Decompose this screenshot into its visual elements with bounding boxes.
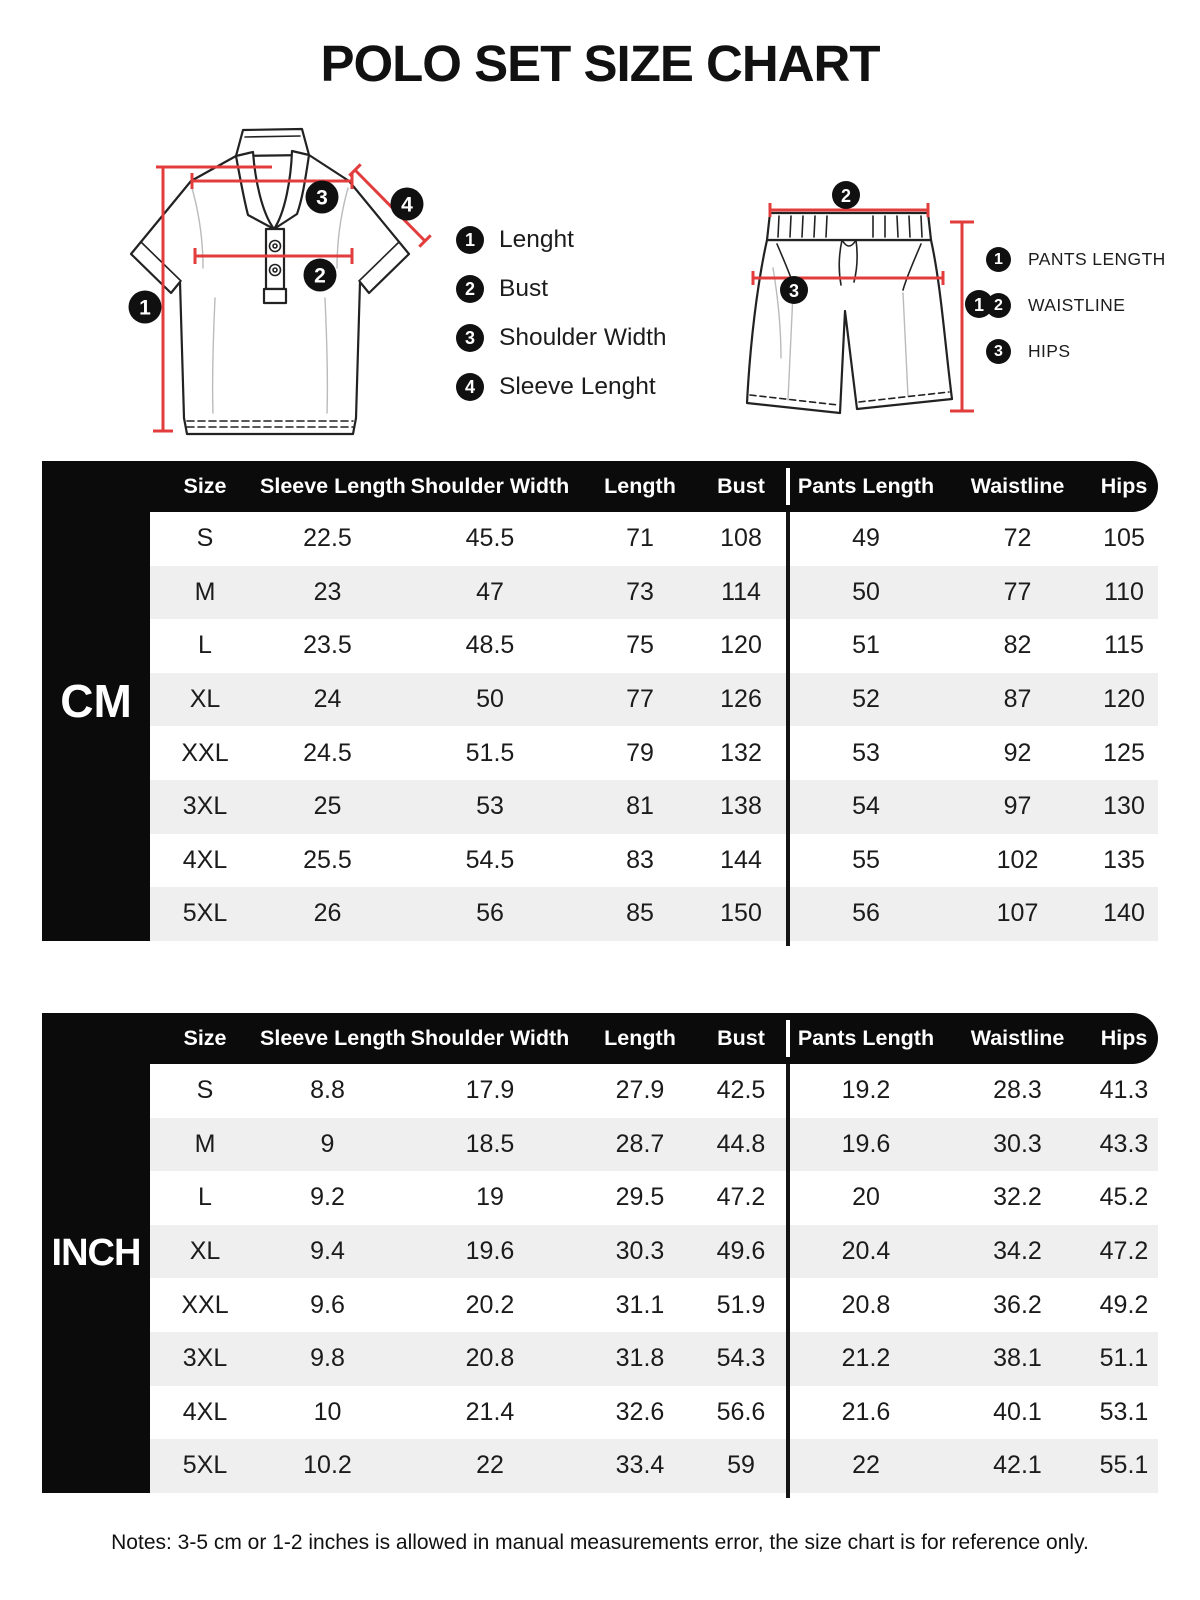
value-cell: 110 [1104, 577, 1144, 606]
value-cell: 102 [996, 845, 1039, 874]
value-cell: 31.1 [615, 1290, 665, 1319]
value-cell: 22 [476, 1451, 504, 1480]
value-cell: 120 [720, 631, 762, 660]
shorts-badge-1: 1 [973, 295, 985, 315]
value-cell: 33.4 [615, 1451, 665, 1480]
value-cell: 9.6 [310, 1290, 345, 1319]
value-cell: 125 [1103, 738, 1145, 767]
column-header-sleeve-length: Sleeve Length [260, 1026, 406, 1050]
size-row-m [150, 1118, 1158, 1172]
table-body [150, 1064, 1158, 1493]
column-header-pants-length: Pants Length [797, 474, 935, 498]
size-row-xxl [150, 726, 1158, 780]
value-cell: 53 [476, 792, 504, 821]
shorts-legend-item-2 [986, 293, 1166, 318]
value-cell: 55 [852, 845, 880, 874]
column-header-waistline: Waistline [970, 474, 1065, 498]
polo-placket [266, 229, 284, 289]
value-cell: 19.6 [465, 1237, 515, 1266]
value-cell: 53 [852, 738, 880, 767]
shorts-legend-item-1 [986, 247, 1166, 272]
size-table-cm [42, 461, 1158, 941]
value-cell: 24 [313, 685, 342, 714]
table-body [150, 512, 1158, 941]
column-header-length: Length [604, 474, 676, 498]
column-header-hips: Hips [1100, 474, 1148, 498]
column-header-pants-length: Pants Length [797, 1026, 935, 1050]
unit-label-cm: CM [60, 675, 132, 727]
value-cell: 30.3 [615, 1237, 665, 1266]
value-cell: 20.8 [465, 1344, 515, 1373]
number-badge-icon: 1 [456, 226, 484, 254]
value-cell: 50 [476, 685, 504, 714]
value-cell: 54.3 [716, 1344, 766, 1373]
value-cell: 132 [720, 738, 762, 767]
size-row-xxl [150, 1278, 1158, 1332]
size-cell: 5XL [182, 1451, 228, 1480]
value-cell: 126 [720, 685, 762, 714]
value-cell: 52 [852, 685, 880, 714]
value-cell: 32.2 [993, 1183, 1042, 1212]
value-cell: 20.8 [841, 1290, 891, 1319]
value-cell: 19 [476, 1183, 504, 1212]
shorts-legend-label: WAISTLINE [1028, 295, 1126, 315]
value-cell: 50 [852, 577, 880, 606]
size-cell: L [198, 631, 212, 660]
number-badge-icon: 3 [456, 324, 484, 352]
size-row-s [150, 512, 1158, 566]
column-header-sleeve-length: Sleeve Length [260, 474, 406, 498]
polo-legend-item-4 [456, 373, 667, 401]
value-cell: 135 [1103, 845, 1145, 874]
polo-badge-1: 1 [139, 296, 151, 320]
shorts-legend-label: PANTS LENGTH [1028, 249, 1166, 269]
value-cell: 47 [476, 577, 504, 606]
column-header-size: Size [183, 1026, 227, 1050]
polo-legend-item-3 [456, 324, 667, 352]
value-cell: 51.9 [716, 1290, 766, 1319]
value-cell: 87 [1003, 685, 1032, 714]
size-cell: L [198, 1183, 212, 1212]
value-cell: 10 [313, 1397, 342, 1426]
shorts-legend-label: HIPS [1028, 341, 1071, 361]
value-cell: 21.2 [841, 1344, 891, 1373]
shorts-outline-icon [747, 213, 952, 413]
value-cell: 130 [1103, 792, 1145, 821]
polo-outline-icon [131, 129, 409, 434]
value-cell: 77 [626, 685, 654, 714]
size-cell: XL [189, 685, 221, 714]
column-header-shoulder-width: Shoulder Width [410, 1026, 570, 1050]
value-cell: 24.5 [303, 738, 352, 767]
size-cell: S [196, 1076, 214, 1105]
size-cell: 3XL [182, 792, 228, 821]
column-header-waistline: Waistline [970, 1026, 1065, 1050]
value-cell: 54 [852, 792, 880, 821]
shorts-diagram [733, 178, 998, 428]
polo-shirt-diagram [95, 118, 445, 458]
measure-line-pants-length [950, 222, 974, 411]
table-header-row [42, 461, 1158, 512]
column-header-hips: Hips [1100, 1026, 1148, 1050]
value-cell: 75 [626, 631, 654, 660]
value-cell: 22 [852, 1451, 880, 1480]
polo-badge-4: 4 [401, 193, 413, 217]
value-cell: 9.4 [310, 1237, 345, 1266]
notes-text: Notes: 3-5 cm or 1-2 inches is allowed in manual measurements error, the size chart is for reference only. [111, 1531, 1089, 1554]
value-cell: 25 [313, 792, 342, 821]
value-cell: 42.1 [993, 1451, 1042, 1480]
page-title: POLO SET SIZE CHART [320, 35, 880, 92]
value-cell: 105 [1103, 524, 1145, 553]
value-cell: 28.7 [615, 1129, 665, 1158]
value-cell: 34.2 [993, 1237, 1042, 1266]
value-cell: 9 [320, 1129, 335, 1158]
value-cell: 48.5 [465, 631, 515, 660]
table-header-row [42, 1013, 1158, 1064]
polo-badge-3: 3 [316, 186, 328, 210]
size-cell: XXL [181, 1290, 229, 1319]
size-cell: 5XL [182, 899, 228, 928]
polo-legend-item-2 [456, 275, 667, 303]
value-cell: 22.5 [303, 524, 352, 553]
value-cell: 17.9 [465, 1076, 515, 1105]
value-cell: 49 [852, 524, 880, 553]
value-cell: 45.5 [465, 524, 515, 553]
value-cell: 51.5 [465, 738, 515, 767]
value-cell: 28.3 [993, 1076, 1042, 1105]
value-cell: 82 [1003, 631, 1032, 660]
value-cell: 29.5 [615, 1183, 665, 1212]
size-cell: XL [189, 1237, 221, 1266]
size-row-3xl [150, 780, 1158, 834]
value-cell: 54.5 [465, 845, 515, 874]
value-cell: 25.5 [303, 845, 352, 874]
value-cell: 19.2 [841, 1076, 891, 1105]
number-badge-icon: 2 [986, 293, 1011, 318]
value-cell: 23.5 [303, 631, 352, 660]
size-cell: 4XL [182, 845, 228, 874]
shorts-legend-item-3 [986, 339, 1166, 364]
value-cell: 53.1 [1099, 1397, 1149, 1426]
value-cell: 10.2 [303, 1451, 352, 1480]
size-row-4xl [150, 834, 1158, 888]
number-badge-icon: 2 [456, 275, 484, 303]
shorts-legend [986, 247, 1166, 364]
number-badge-icon: 4 [456, 373, 484, 401]
value-cell: 32.6 [615, 1397, 665, 1426]
value-cell: 47.2 [716, 1183, 766, 1212]
value-cell: 77 [1003, 577, 1032, 606]
size-row-s [150, 1064, 1158, 1118]
polo-legend-label: Lenght [499, 226, 574, 253]
size-row-5xl [150, 887, 1158, 941]
value-cell: 73 [626, 577, 654, 606]
value-cell: 20.2 [465, 1290, 515, 1319]
unit-label-inch: INCH [51, 1231, 141, 1274]
polo-legend-label: Bust [499, 275, 549, 302]
column-header-length: Length [604, 1026, 676, 1050]
header-section-divider [786, 1020, 790, 1057]
polo-legend-label: Shoulder Width [499, 324, 667, 351]
polo-legend [456, 226, 667, 401]
value-cell: 79 [626, 738, 654, 767]
size-cell: 4XL [182, 1397, 228, 1426]
value-cell: 138 [720, 792, 762, 821]
size-row-5xl [150, 1439, 1158, 1493]
value-cell: 47.2 [1099, 1237, 1149, 1266]
shorts-badge-2: 2 [840, 186, 852, 206]
value-cell: 44.8 [716, 1129, 766, 1158]
size-table-inch [42, 1013, 1158, 1493]
value-cell: 38.1 [993, 1344, 1042, 1373]
value-cell: 41.3 [1099, 1076, 1149, 1105]
size-cell: 3XL [182, 1344, 228, 1373]
value-cell: 140 [1103, 899, 1145, 928]
table-section-divider [786, 1064, 790, 1498]
value-cell: 114 [721, 577, 761, 606]
value-cell: 83 [626, 845, 654, 874]
value-cell: 23 [313, 577, 342, 606]
value-cell: 21.6 [841, 1397, 891, 1426]
size-row-m [150, 566, 1158, 620]
value-cell: 108 [720, 524, 762, 553]
value-cell: 56 [476, 899, 504, 928]
value-cell: 21.4 [465, 1397, 515, 1426]
column-header-bust: Bust [717, 1026, 765, 1050]
value-cell: 120 [1103, 685, 1145, 714]
number-badge-icon: 3 [986, 339, 1011, 364]
column-header-shoulder-width: Shoulder Width [410, 474, 570, 498]
value-cell: 92 [1003, 738, 1032, 767]
value-cell: 51 [852, 631, 880, 660]
value-cell: 43.3 [1099, 1129, 1149, 1158]
value-cell: 31.8 [615, 1344, 665, 1373]
size-row-l [150, 619, 1158, 673]
size-row-xl [150, 1225, 1158, 1279]
size-row-4xl [150, 1386, 1158, 1440]
size-row-l [150, 1171, 1158, 1225]
value-cell: 150 [720, 899, 762, 928]
size-cell: M [194, 1129, 216, 1158]
number-badge-icon: 1 [986, 247, 1011, 272]
value-cell: 18.5 [465, 1129, 515, 1158]
value-cell: 85 [626, 899, 654, 928]
value-cell: 19.6 [841, 1129, 891, 1158]
value-cell: 56 [852, 899, 880, 928]
value-cell: 27.9 [615, 1076, 665, 1105]
value-cell: 20.4 [841, 1237, 891, 1266]
size-cell: S [196, 524, 214, 553]
value-cell: 144 [720, 845, 762, 874]
value-cell: 36.2 [993, 1290, 1042, 1319]
value-cell: 9.2 [310, 1183, 345, 1212]
size-row-3xl [150, 1332, 1158, 1386]
value-cell: 59 [727, 1451, 755, 1480]
shorts-badge-3: 3 [788, 281, 800, 301]
value-cell: 115 [1104, 631, 1144, 660]
size-row-xl [150, 673, 1158, 727]
value-cell: 55.1 [1099, 1451, 1149, 1480]
value-cell: 9.8 [310, 1344, 345, 1373]
column-header-bust: Bust [717, 474, 765, 498]
value-cell: 20 [852, 1183, 880, 1212]
value-cell: 51.1 [1099, 1344, 1149, 1373]
polo-legend-item-1 [456, 226, 667, 254]
size-cell: M [194, 577, 216, 606]
value-cell: 49.6 [716, 1237, 766, 1266]
value-cell: 72 [1003, 524, 1032, 553]
polo-legend-label: Sleeve Lenght [499, 373, 656, 400]
value-cell: 71 [626, 524, 654, 553]
value-cell: 45.2 [1099, 1183, 1149, 1212]
value-cell: 97 [1003, 792, 1032, 821]
value-cell: 8.8 [310, 1076, 345, 1105]
header-section-divider [786, 468, 790, 505]
value-cell: 42.5 [716, 1076, 766, 1105]
value-cell: 107 [996, 899, 1039, 928]
value-cell: 49.2 [1099, 1290, 1149, 1319]
table-section-divider [786, 512, 790, 946]
value-cell: 81 [626, 792, 654, 821]
value-cell: 40.1 [993, 1397, 1042, 1426]
column-header-size: Size [183, 474, 227, 498]
polo-badge-2: 2 [314, 264, 326, 288]
value-cell: 30.3 [993, 1129, 1042, 1158]
value-cell: 26 [313, 899, 342, 928]
value-cell: 56.6 [716, 1397, 766, 1426]
size-cell: XXL [181, 738, 229, 767]
